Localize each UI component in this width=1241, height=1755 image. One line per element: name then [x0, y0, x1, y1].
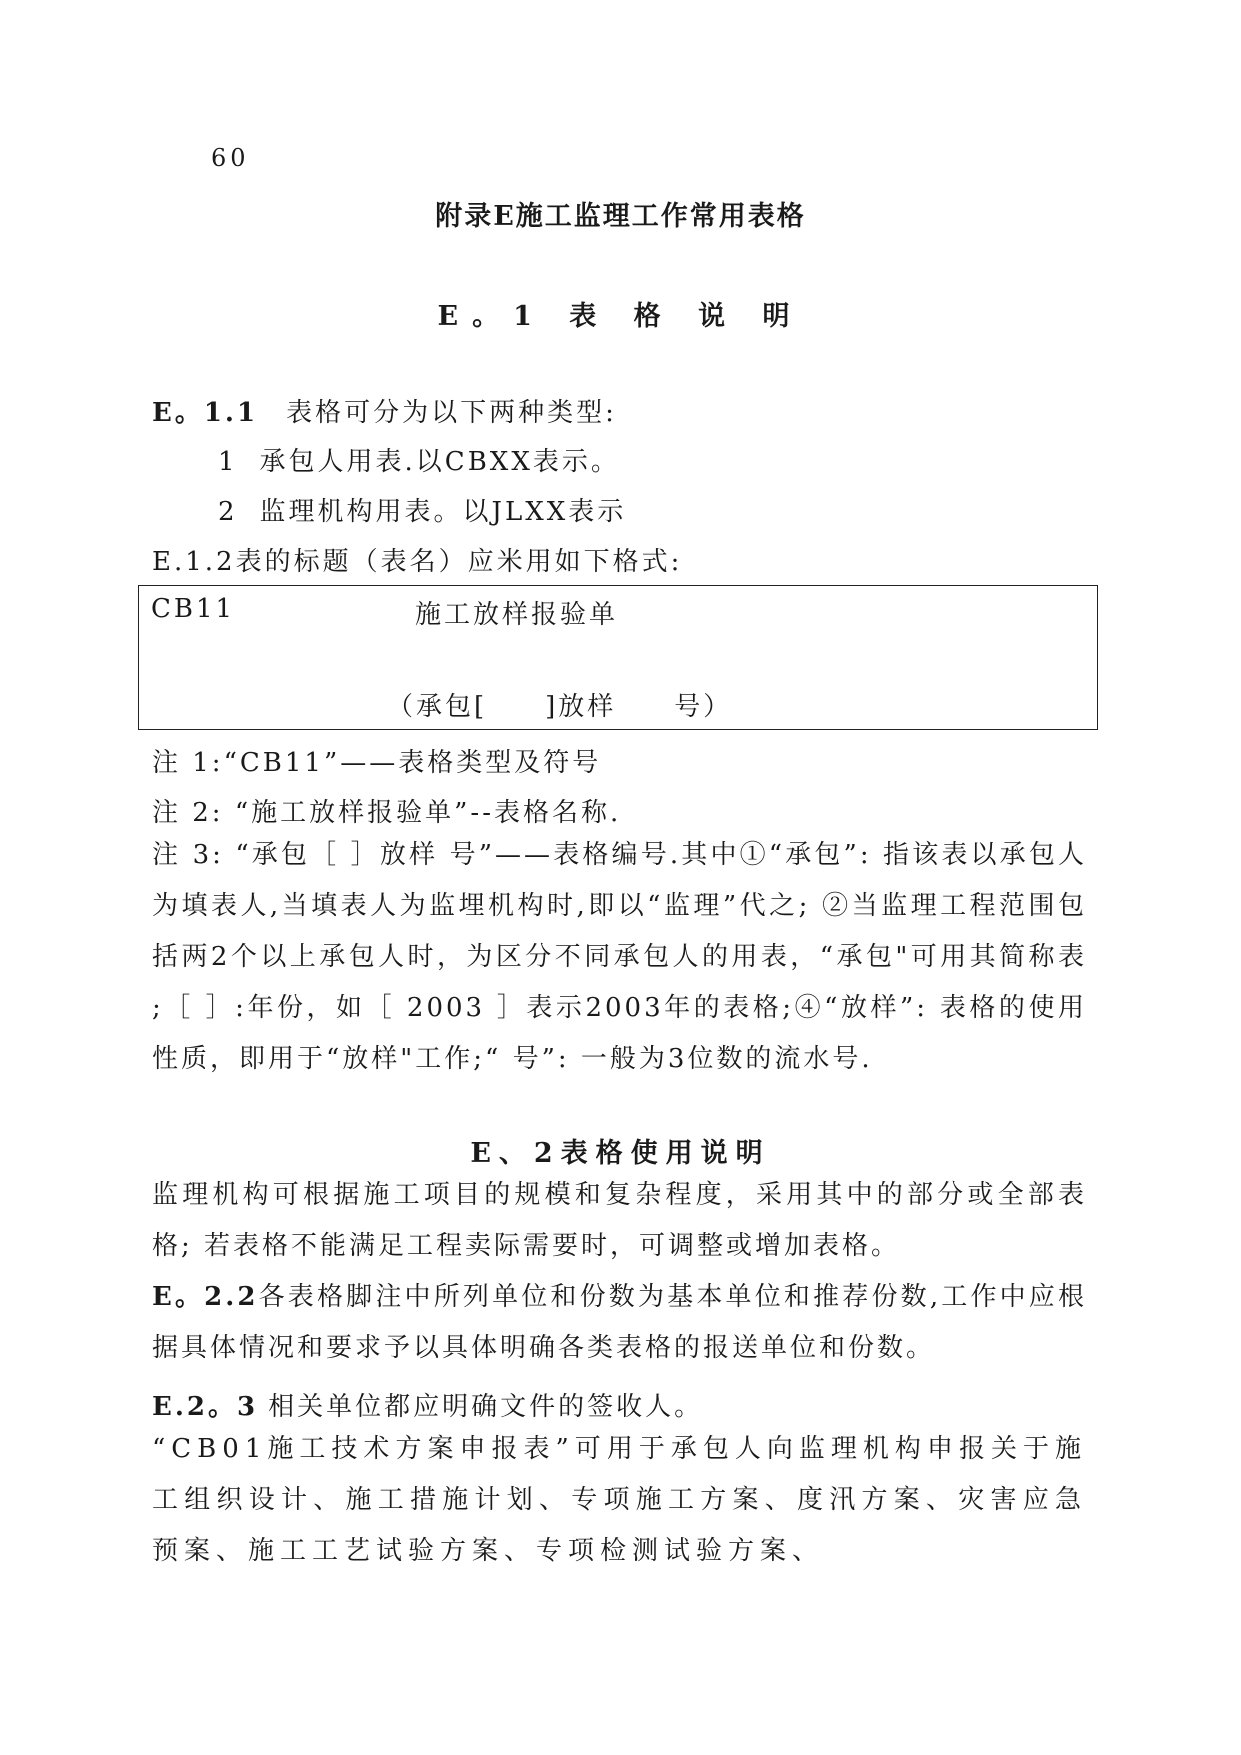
appendix-title: 附录E施工监理工作常用表格	[435, 201, 806, 232]
section-e1-title: E。1 表 格 说 明	[437, 301, 804, 332]
clause-number: E。1.1	[152, 398, 259, 428]
page-number: 60	[211, 144, 250, 172]
clause-e23	[152, 1386, 703, 1423]
list-item-number: 2	[218, 497, 238, 527]
list-item-text: 监理机构用表。以JLXX表示	[259, 497, 627, 527]
clause-text: 各表格脚注中所列单位和份数为基本单位和推荐份数,工作中应根据具体情况和要求予以具体明确各类表格的报送单位和份数。	[152, 1282, 1087, 1363]
clause-text: 表格可分为以下两种类型:	[286, 398, 617, 428]
note-1: 注 1:“CB11”——表格类型及符号	[152, 748, 602, 778]
note-3: 注 3: “承包［ ］放样 号”——表格编号.其中①“承包”: 指该表以承包人为填表人,当填表人为监埋机构时,即以“监理”代之; ②当监理工程范围包括两2个以上承包人时，为区分不同承包人的用表，“承包"可用其简称表 ;［ ］:年份，如［ 2003 ］表示2003年的表格;④“放样”: 表格的使用性质，即用于“放样"工作;“ 号”: 一般为3位数的流水号.	[152, 840, 1087, 1074]
clause-number: E。2.2	[152, 1282, 259, 1312]
sample-title-box	[138, 585, 1098, 730]
clause-number: E.2。3	[152, 1392, 259, 1422]
section-e2-title: E、2表格使用说明	[470, 1138, 771, 1169]
list-item-2	[218, 491, 626, 528]
note-2: 注 2: “施工放样报验单”--表格名称.	[152, 798, 622, 828]
paragraph-cb01: “CB01施工技术方案申报表”可用于承包人向监理机构申报关于施工组织设计、施工措施计划、专项施工方案、度汛方案、灾害应急预案、施工工艺试验方案、专项检测试验方案、	[152, 1434, 1087, 1566]
list-item-number: 1	[218, 447, 238, 477]
paragraph-e21: 监理机构可根据施工项目的规模和复杂程度，采用其中的部分或全部表格; 若表格不能满足工程卖际需要时，可调整或增加表格。	[152, 1180, 1087, 1261]
clause-e111	[152, 392, 617, 429]
form-name: 施工放样报验单	[415, 600, 619, 630]
clause-e112: E.1.2表的标题（表名）应米用如下格式:	[152, 547, 683, 577]
list-item-1	[218, 441, 620, 478]
form-number: （承包[ ]放样 号）	[387, 692, 733, 722]
clause-e22	[152, 1272, 1087, 1374]
clause-text: 相关单位都应明确文件的签收人。	[268, 1392, 704, 1422]
list-item-text: 承包人用表.以CBXX表示。	[259, 447, 620, 477]
form-code: CB11	[151, 594, 236, 624]
